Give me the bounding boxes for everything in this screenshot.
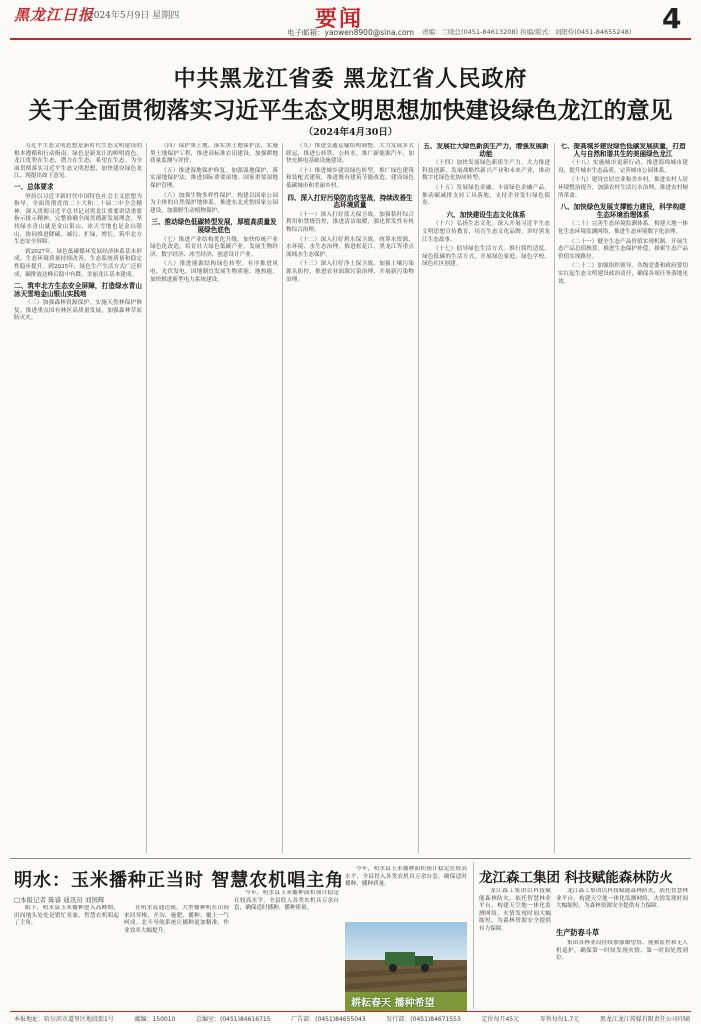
body-paragraph: 在明水县通达镇，大型播种机在田间来回穿梭，开沟、施肥、播种、覆土一气呵成。北斗导航系统让播种更加精准，作业效率大幅提升。 [124, 905, 229, 934]
body-paragraph: （十六）弘扬生态文化。深入开展习近平生态文明思想宣传教育，培育生态文化品牌，讲好黑龙江生态故事。 [422, 221, 550, 243]
story-subhead: 生产防春斗草 [556, 928, 600, 937]
story-headline: 明水：玉米播种正当时 智慧农机唱主角 [14, 870, 345, 891]
body-paragraph: （十五）发展绿色金融。丰富绿色金融产品，推动碳减排支持工具落地，支持企业发行绿色债券。 [422, 184, 550, 207]
section-heading: 七、提高城乡建设绿色低碳发展质量，打造人与自然和谐共生的美丽绿色龙江 [560, 143, 686, 158]
body-paragraph: （二十一）健全生态产品价值实现机制。开展生态产品总值核算，推进生态保护补偿，探索生态产品价值实现路径。 [558, 238, 688, 260]
story-column [556, 940, 688, 1009]
footer-price: 定价每月45元 [481, 1016, 520, 1023]
body-paragraph: 眼下，明水县玉米播种进入高峰期，田间地头处处是繁忙景象，智慧农机唱起了主角。 [14, 905, 119, 927]
masthead-divider [10, 38, 691, 40]
story-column [234, 890, 339, 1009]
column-divider [418, 143, 419, 853]
body-paragraph: （十一）深入打好蓝天保卫战。加强秸秆综合利用和禁烧管控，推进清洁取暖，强化挥发性有机物综合治理。 [286, 211, 414, 233]
column-divider [473, 862, 474, 1009]
story-column [345, 866, 467, 918]
section-heading: 五、发展壮大绿色新质生产力，增强发展新动能 [423, 143, 549, 158]
body-paragraph: （八）推进能源结构绿色转型。有序推进风电、光伏发电，因地制宜发展生物质能、地热能，加快推进新型电力系统建设。 [150, 261, 278, 283]
column-divider [554, 143, 555, 853]
body-paragraph: 今年，明水县玉米播种面积预计稳定在较高水平，全县投入各类农机具万余台套，确保适时播种、播种质量。 [345, 866, 467, 888]
section-heading: 二、筑牢北方生态安全屏障，打造绿水青山冰天雪地金山银山实践地 [14, 282, 142, 298]
body-paragraph: （十二）深入打好碧水保卫战。统筹水资源、水环境、水生态治理，推进松花江、黑龙江等重点流域水生态保护。 [286, 236, 414, 258]
body-paragraph: （四）保护黑土地。落实黑土地保护法，实施黑土地保护工程，推进高标准农田建设，加强耕地质量监测与评价。 [150, 143, 278, 165]
section-heading: 一、总体要求 [14, 182, 54, 191]
footer-printer: 黑龙江龙江传媒有限责任公司印刷 [599, 1016, 690, 1023]
body-paragraph: （二十）完善生态环境监测体系。构建天地一体化生态环境监测网络，推进生态环境数字化治理。 [558, 221, 688, 235]
article-column-4 [422, 143, 550, 853]
body-paragraph: （十八）实施城市更新行动。推进海绵城市建设，提升城市生态品质，完善城市公园体系。 [558, 160, 688, 174]
body-paragraph: （九）推进交通运输结构调整。大力发展多式联运，推进公转铁、公转水，推广新能源汽车，加快充换电基础设施建设。 [286, 143, 414, 165]
section-divider [10, 858, 691, 859]
page-number: 4 [662, 2, 682, 35]
column-divider [146, 143, 147, 853]
intro-paragraph: 习近平生态文明思想是新时代生态文明建设的根本遵循和行动指南。绿色是新龙江的鲜明底色，龙江优势在生态，潜力在生态，希望在生态。为全面贯彻落实习近平生态文明思想，加快建设绿色龙江，现提出如下意见。 [14, 143, 142, 180]
paper-logo: 黑龙江日报 [14, 6, 95, 24]
body-paragraph: （三）加强森林资源保护。实施天然林保护修复，推进重点国有林区高质量发展，加强森林草原防灭火。 [14, 300, 142, 322]
story-column [124, 905, 229, 1009]
footer [14, 1014, 690, 1023]
photo-caption: 耕耘春天 播种希望 [351, 998, 435, 1009]
headline-line-1: 中共黑龙江省委 黑龙江省人民政府 [173, 67, 528, 92]
section-heading: 六、加快建设生态文化体系 [446, 210, 526, 219]
body-paragraph: 今年，明水县玉米播种面积预计稳定在较高水平，全县投入各类农机具万余台套，确保适时播种、播种质量。 [234, 890, 339, 912]
section-heading: 四、深入打好污染防治攻坚战，持续改善生态环境质量 [287, 193, 413, 210]
story-column [479, 888, 551, 1009]
footer-postcode: 邮编：150010 [134, 1016, 176, 1023]
body-paragraph: 集团各林业局持续加强瞭望塔、视频监控和无人机巡护，确保第一时间发现火情、第一时间处置到位。 [556, 940, 688, 962]
footer-address: 本报地址：哈尔滨市道里区地段街1号 [14, 1016, 114, 1023]
section-email: 电子邮箱：yaowen8900@sina.com [287, 28, 414, 37]
body-paragraph: 龙江森工集团以科技赋能森林防火，依托智慧林业平台，构建天空地一体化监测网络，火情发现时间大幅缩短，为森林资源安全提供有力保障。 [556, 888, 688, 910]
body-paragraph: （十九）建设宜居宜业和美乡村。推进农村人居环境整治提升，加强农村生活污水治理，推进农村厕所革命。 [558, 177, 688, 199]
body-paragraph: （十）推进城乡建设绿色转型。推广绿色建筑和装配式建筑，推进既有建筑节能改造，建设绿色低碳城市和美丽乡村。 [286, 167, 414, 189]
issue-date: 2024年5月9日 星期四 [88, 11, 180, 21]
footer-phone: 总编室：(0451)84616715 [196, 1016, 271, 1023]
footer-phone: 发行部：(0451)84671553 [386, 1016, 461, 1023]
body-paragraph: 坚持以习近平新时代中国特色社会主义思想为指导，全面贯彻党的二十大和二十届二中全会精神，深入贯彻习近平总书记对黑龙江重要讲话重要指示批示精神，完整准确全面贯彻新发展理念，坚持绿水青山就是金山银山、冰天雪地也是金山银山，协同推进降碳、减污、扩绿、增长，筑牢北方生态安全屏障。 [14, 193, 142, 246]
section-heading: 八、加快绿色发展支撑能力建设，科学构建生态环境治理体系 [560, 203, 686, 219]
masthead [0, 0, 701, 38]
headline-date: （2024年4月30日） [303, 127, 398, 138]
section-title: 要闻 [315, 6, 364, 32]
footer-phone: 广告部：(0451)84655043 [291, 1016, 366, 1023]
story-column [556, 888, 688, 926]
editors-credit: 责编：兰晓总(0451-84613208) 执编/版式：刘阳伶(0451-84655248) [422, 28, 632, 36]
article-column-5 [558, 143, 688, 853]
field-photo [345, 922, 467, 1012]
footer-retail-price: 零售每份1.7元 [539, 1016, 580, 1023]
section-heading: 三、推动绿色低碳转型发展，厚植高质量发展绿色底色 [151, 218, 277, 234]
body-paragraph: 龙江森工集团以科技赋能森林防火，依托智慧林业平台，构建天空地一体化监测网络，火情发现时间大幅缩短，为森林资源安全提供有力保障。 [479, 888, 551, 932]
article-column-2 [150, 143, 278, 853]
story-headline: 龙江森工集团 科技赋能森林防火 [479, 870, 673, 886]
story-byline: □本报记者 陈睿 通讯员 刘国辉 [14, 896, 105, 904]
story-column [14, 905, 119, 1009]
article-column-3 [286, 143, 414, 853]
article-column-1 [14, 143, 142, 853]
headline-line-2: 关于全面贯彻落实习近平生态文明思想加快建设绿色龙江的意见 [28, 98, 673, 124]
body-paragraph: （十四）加快发展绿色新质生产力。大力推进科技创新，发展战略性新兴产业和未来产业，推动数字化绿色化协同转型。 [422, 160, 550, 182]
body-paragraph: （十三）深入打好净土保卫战。加强土壤污染源头防控，推进农业面源污染治理，开展新污染物治理。 [286, 261, 414, 283]
body-paragraph: （六）加强生物多样性保护。构建以国家公园为主体的自然保护地体系，推进东北虎豹国家公园建设，加强野生动植物保护。 [150, 192, 278, 214]
footer-divider [10, 1011, 691, 1012]
body-paragraph: （十七）倡导绿色生活方式。推行简约适度、绿色低碳的生活方式，开展绿色家庭、绿色学校、绿色社区创建。 [422, 246, 550, 268]
body-paragraph: （五）推进湿地保护修复。加强湿地保护，落实湿地保护法，推进国际重要湿地、国家重要湿地保护管理。 [150, 167, 278, 189]
body-paragraph: 到2027年，绿色低碳循环发展经济体系基本形成，生态环境质量持续改善，生态系统质量和稳定性稳步提升。到2035年，绿色生产生活方式广泛形成，碳排放达峰后稳中有降，美丽龙江基本建成。 [14, 248, 142, 278]
body-paragraph: （二十二）加强组织领导。各级党委和政府要切实扛起生态文明建设政治责任，确保各项任务落地见效。 [558, 263, 688, 285]
body-paragraph: （七）推进产业结构优化升级。加快传统产业绿色化改造，培育壮大绿色低碳产业，发展生物经济、数字经济、冰雪经济、创意设计产业。 [150, 236, 278, 258]
column-divider [282, 143, 283, 853]
